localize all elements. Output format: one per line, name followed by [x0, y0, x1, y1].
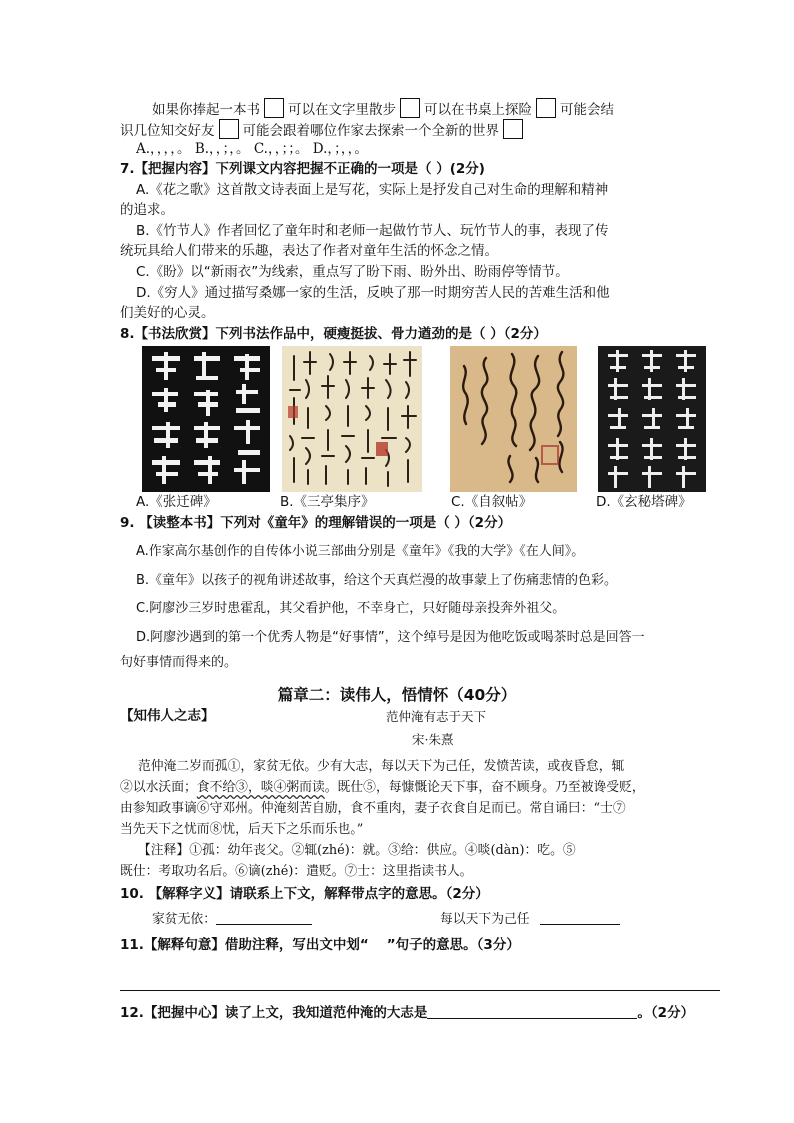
- q6-line2: 识几位知交好友 可能会跟着哪位作家去探索一个全新的世界: [120, 119, 527, 141]
- q9-option-b: B.《童年》以孩子的视角讲述故事，给这个天真烂漫的故事蒙上了伤痛悲情的色彩。: [136, 573, 618, 588]
- wavy-mark-example: [369, 935, 387, 955]
- q7-option-d: D.《穷人》通过描写桑娜一家的生活，反映了那一时期穷苦人民的苦难生活和他: [136, 285, 610, 301]
- calligraphy-image-a[interactable]: [142, 346, 270, 492]
- section-tag: 【知伟人之志】: [120, 708, 215, 724]
- q6-options: A.，，，，。 B.，，；，。 C.，，；；。 D.，；，，。: [136, 141, 368, 157]
- q7-option-b-cont: 统玩具给人们带来的乐趣，表达了作者对童年生活的怀念之情。: [120, 243, 498, 259]
- q10-item-1: 家贫无依：: [152, 910, 312, 930]
- passage-line-3: 由参知政事谪⑥守邓州。仲淹刻苦自励，食不重肉，妻子衣食自足而已。常自诵曰：“士⑦: [120, 801, 626, 816]
- q10-blank-1[interactable]: [216, 924, 312, 925]
- calligraphy-image-d[interactable]: [598, 346, 706, 492]
- q12-stem: 12.【把握中心】读了上文，我知道范仲淹的大志是 。（2分）: [120, 1005, 695, 1021]
- calligraphy-image-c[interactable]: [450, 346, 577, 492]
- answer-box[interactable]: [264, 98, 284, 118]
- passage-line-1: 范仲淹二岁而孤①，家贫无依。少有大志，每以天下为己任，发愤苦读，或夜昏怠，辄: [138, 759, 625, 774]
- caption-a: A.《张迁碑》: [136, 494, 217, 510]
- passage-line-4: 当先天下之忧而⑧忧，后天下之乐而乐也。”: [120, 822, 364, 837]
- answer-box[interactable]: [219, 119, 239, 139]
- q11-answer-line[interactable]: [120, 990, 720, 991]
- q11-stem: 11.【解释句意】借助注释，写出文中划“ ”句子的意思。（3分）: [120, 937, 520, 953]
- q9-stem: 9. 【读整本书】下列对《童年》的理解错误的一项是（ ）（2分）: [120, 515, 512, 531]
- annotation-line-1: 【注释】①孤：幼年丧父。②辄(zhé)：就。③给：供应。④啖(dàn)：吃。⑤: [138, 843, 576, 858]
- q8-stem: 8.【书法欣赏】下列书法作品中，硬瘦挺拔、骨力遒劲的是（ ）（2分）: [120, 326, 547, 342]
- q7-option-d-cont: 们美好的心灵。: [120, 305, 215, 321]
- q12-blank[interactable]: [427, 1018, 637, 1019]
- underlined-sentence: 食不给③，啖④粥而读: [196, 780, 325, 795]
- q7-option-a: A.《花之歌》这首散文诗表面上是写花，实际上是抒发自己对生命的理解和精神: [136, 182, 609, 198]
- q6-line1: 如果你捧起一本书 可以在文字里散步 可以在书桌上探险 可能会结: [152, 98, 614, 120]
- q9-option-c: C.阿廖沙三岁时患霍乱，其父看护他，不幸身亡，只好随母亲投奔外祖父。: [136, 601, 566, 616]
- q10-item-2: 每以天下为己任: [440, 910, 620, 930]
- q7-option-c: C.《盼》以“新雨衣”为线索，重点写了盼下雨、盼外出、盼雨停等情节。: [136, 264, 569, 280]
- answer-box[interactable]: [400, 98, 420, 118]
- q10-blank-2[interactable]: [540, 924, 620, 925]
- q7-option-b: B.《竹节人》作者回忆了童年时和老师一起做竹节人、玩竹节人的事，表现了传: [136, 223, 609, 239]
- passage-title: 范仲淹有志于天下: [386, 709, 487, 724]
- answer-box[interactable]: [503, 119, 523, 139]
- q10-stem: 10. 【解释字义】请联系上下文，解释带点字的意思。（2分）: [120, 886, 489, 902]
- q9-option-a: A.作家高尔基创作的自传体小说三部曲分别是《童年》《我的大学》《在人间》。: [136, 544, 585, 559]
- caption-b: B.《三亭集序》: [280, 494, 375, 510]
- caption-d: D.《玄秘塔碑》: [596, 494, 692, 510]
- caption-c: C.《自叙帖》: [451, 494, 533, 510]
- section-title: 篇章二：读伟人，悟情怀（40分）: [277, 686, 517, 704]
- answer-box[interactable]: [536, 98, 556, 118]
- q9-option-d: D.阿廖沙遇到的第一个优秀人物是“好事情”，这个绰号是因为他吃饭或喝茶时总是回答一: [136, 630, 645, 645]
- passage-line-2: ②以水沃面；食不给③，啖④粥而读。既仕⑤，每慷慨论天下事，奋不顾身。乃至被谗受贬，: [120, 780, 645, 795]
- calligraphy-image-b[interactable]: [282, 346, 422, 492]
- annotation-line-2: 既仕：考取功名后。⑥谪(zhé)：遣贬。⑦士：这里指读书人。: [120, 864, 473, 879]
- q7-option-a-cont: 的追求。: [120, 202, 174, 218]
- q9-option-d-cont: 句好事情而得来的。: [120, 655, 238, 670]
- passage-author: 宋·朱熹: [412, 732, 454, 747]
- q7-stem: 7.【把握内容】下列课文内容把握不正确的一项是（ ）(2分): [120, 161, 485, 177]
